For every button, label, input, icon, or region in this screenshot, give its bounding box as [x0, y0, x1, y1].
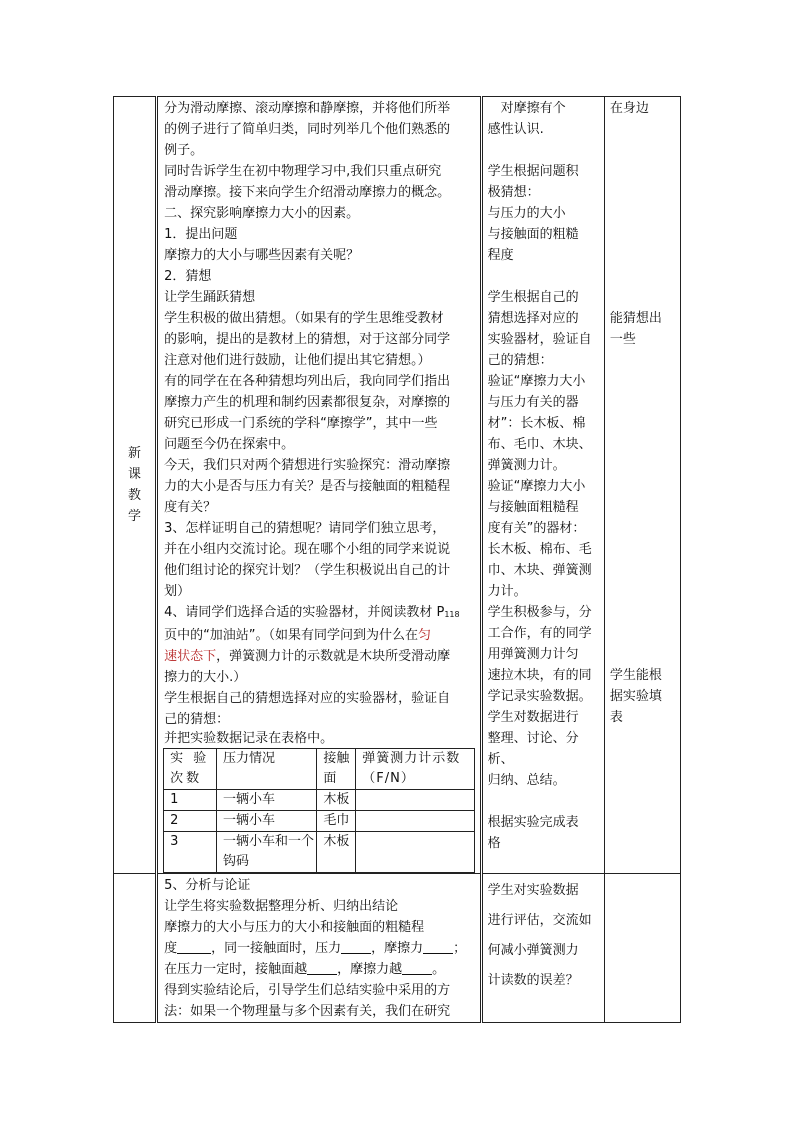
table-row [164, 832, 475, 873]
table-cell: 2 [164, 811, 217, 832]
content-line: 页中的“加油站”。（如果有同学问到为什么在匀 [164, 628, 432, 643]
content-line: 擦力的大小.） [164, 670, 247, 685]
student-line: 验证“摩擦力大小 [487, 374, 586, 389]
intent-line: 据实验填 [609, 689, 662, 704]
content-line: 问题至今仍在探索中。 [164, 437, 295, 452]
section-label-char: 学 [128, 509, 142, 524]
header-cell: 弹簧测力计示数（F/N） [356, 749, 475, 790]
highlighted-text: 匀 [418, 628, 432, 643]
section-label-char: 课 [128, 467, 142, 482]
content-line: 分为滑动摩擦、滚动摩擦和静摩擦，并将他们所举 [164, 101, 451, 116]
content-line: 4、请同学们选择合适的实验器材，并阅读教材 P118 [164, 605, 460, 620]
fill-blank [341, 939, 371, 954]
student-line: 学生积极参与，分 [487, 605, 592, 620]
content-line: 摩擦力的大小与压力的大小和接触面的粗糙程 [164, 920, 425, 935]
student-line: 与接触面的粗糙 [487, 227, 579, 242]
student-line: 何减小弹簧测力 [487, 943, 579, 958]
table-cell [356, 790, 475, 811]
student-activity [481, 97, 604, 874]
content-line: 让学生踊跃猜想 [164, 290, 256, 305]
table-cell [356, 811, 475, 832]
content-line: 3、怎样证明自己的猜想呢？请同学们独立思考， [164, 521, 446, 536]
content-line: 速状态下，弹簧测力计的示数就是木块所受滑动摩 [164, 649, 451, 664]
content-line: 在压力一定时，接触面越 ，摩擦力越 。 [164, 962, 446, 977]
student-line: 己的猜想： [487, 353, 553, 368]
student-line: 弹簧测力计。 [487, 458, 566, 473]
fill-blank [307, 960, 337, 975]
table-row [164, 811, 475, 832]
student-line: 材”：长木板、棉 [487, 416, 586, 431]
content-line: 划） [164, 584, 191, 599]
student-line: 对摩擦有个 [487, 101, 566, 116]
student-line: 归纳、总结。 [487, 773, 566, 788]
table-cell: 1 [164, 790, 217, 811]
content-line: 度 ，同一接触面时，压力 ，摩擦力 ； [164, 941, 467, 956]
section-label-empty [114, 874, 157, 1023]
fill-blank [177, 939, 211, 954]
fill-blank [423, 939, 453, 954]
content-line: 2．猜想 [164, 269, 212, 284]
section-analysis-row [114, 874, 681, 1023]
student-line: 验证“摩擦力大小 [487, 479, 586, 494]
content-line: 他们组讨论的探究计划？（学生积极说出自己的计 [164, 563, 451, 578]
content-line: 己的猜想： [164, 712, 230, 727]
table-cell: 3 [164, 832, 217, 873]
content-line: 学生根据自己的猜想选择对应的实验器材，验证自 [164, 691, 451, 706]
design-intent-empty [604, 874, 680, 1023]
content-line: 摩擦力的大小与哪些因素有关呢？ [164, 248, 360, 263]
lesson-plan-table [113, 96, 681, 1023]
section-label-char: 教 [128, 488, 142, 503]
content-line: 1．提出问题 [164, 227, 238, 242]
teaching-content [157, 97, 482, 874]
content-line: 5、分析与论证 [164, 878, 251, 893]
header-cell: 实 验 次数 [164, 749, 217, 790]
student-line: 格 [487, 836, 501, 851]
table-cell: 木板 [317, 832, 356, 873]
table-cell: 毛巾 [317, 811, 356, 832]
table-cell: 一辆小车 [216, 811, 316, 832]
content-line: 的例子进行了简单归类，同时列举几个他们熟悉的 [164, 122, 451, 137]
analysis-content [157, 874, 482, 1023]
student-line: 度有关”的器材： [487, 521, 586, 536]
content-line: 并把实验数据记录在表格中。 [164, 731, 334, 746]
student-line: 与接触面粗糙程 [487, 500, 579, 515]
content-line: 注意对他们进行鼓励，让他们提出其它猜想。） [164, 353, 431, 368]
student-line: 长木板、棉布、毛 [487, 542, 592, 557]
student-line: 布、毛巾、木块、 [487, 437, 592, 452]
student-activity [481, 874, 604, 1023]
section-new-lesson-row [114, 97, 681, 874]
content-line: 法：如果一个物理量与多个因素有关，我们在研究 [164, 1004, 451, 1019]
student-line: 学生根据问题积 [487, 164, 579, 179]
highlighted-text: 速状态下 [164, 649, 217, 664]
intent-line: 能猜想出 [609, 311, 662, 326]
student-line: 猜想选择对应的 [487, 311, 579, 326]
table-cell: 一辆小车 [216, 790, 316, 811]
content-line: 度有关？ [164, 500, 217, 515]
content-line: 得到实验结论后，引导学生们总结实验中采用的方 [164, 983, 451, 998]
student-line: 速拉木块，有的同 [487, 668, 592, 683]
content-line: 同时告诉学生在初中物理学习中,我们只重点研究 [164, 164, 442, 179]
student-line: 根据实验完成表 [487, 815, 579, 830]
student-line: 学记录实验数据。 [487, 689, 592, 704]
table-row [164, 790, 475, 811]
student-line: 工合作，有的同学 [487, 626, 592, 641]
student-line: 与压力的大小 [487, 206, 566, 221]
content-line: 摩擦力产生的机理和制约因素都很复杂，对摩擦的 [164, 395, 451, 410]
content-line: 研究已形成一门系统的学科“摩擦学”，其中一些 [164, 416, 438, 431]
student-line: 实验器材，验证自 [487, 332, 592, 347]
header-cell: 压力情况 [216, 749, 316, 790]
content-line: 的影响，提出的是教材上的猜想，对于这部分同学 [164, 332, 451, 347]
content-line: 二、探究影响摩擦力大小的因素。 [164, 206, 360, 221]
table-cell: 一辆小车和一个钩码 [216, 832, 316, 873]
page-subscript: 118 [444, 610, 460, 619]
section-label [114, 97, 157, 874]
experiment-data-table [163, 748, 475, 873]
design-intent [604, 97, 680, 874]
content-line: 滑动摩擦。接下来向学生介绍滑动摩擦力的概念。 [164, 185, 451, 200]
student-line: 程度 [487, 248, 514, 263]
student-line: 整理、讨论、分析、 [487, 731, 579, 767]
content-line: 力的大小是否与压力有关？是否与接触面的粗糙程 [164, 479, 451, 494]
student-line: 巾、木块、弹簧测 [487, 563, 592, 578]
student-line: 计读数的误差？ [487, 973, 579, 988]
student-line: 进行评估，交流如 [487, 913, 592, 928]
fill-blank [402, 960, 432, 975]
intent-line: 表 [609, 710, 623, 725]
table-cell [356, 832, 475, 873]
table-cell: 木板 [317, 790, 356, 811]
student-line: 用弹簧测力计匀 [487, 647, 579, 662]
student-line: 极猜想： [487, 185, 540, 200]
table-header-row [164, 749, 475, 790]
content-line: 让学生将实验数据整理分析、归纳出结论 [164, 899, 399, 914]
student-line: 感性认识. [487, 122, 544, 137]
content-line: 今天，我们只对两个猜想进行实验探究：滑动摩擦 [164, 458, 451, 473]
intent-line: 学生能根 [609, 668, 662, 683]
section-label-char: 新 [128, 446, 142, 461]
student-line: 学生对实验数据 [487, 883, 579, 898]
content-line: 学生积极的做出猜想。（如果有的学生思维受教材 [164, 311, 444, 326]
intent-line: 一些 [609, 332, 636, 347]
header-cell: 接触面 [317, 749, 356, 790]
student-line: 力计。 [487, 584, 527, 599]
student-line: 学生根据自己的 [487, 290, 579, 305]
content-line: 有的同学在在各种猜想均列出后，我向同学们指出 [164, 374, 451, 389]
content-line: 例子。 [164, 143, 204, 158]
student-line: 与压力有关的器 [487, 395, 579, 410]
student-line: 学生对数据进行 [487, 710, 579, 725]
intent-line: 在身边 [609, 101, 649, 116]
content-line: 并在小组内交流讨论。现在哪个小组的同学来说说 [164, 542, 451, 557]
